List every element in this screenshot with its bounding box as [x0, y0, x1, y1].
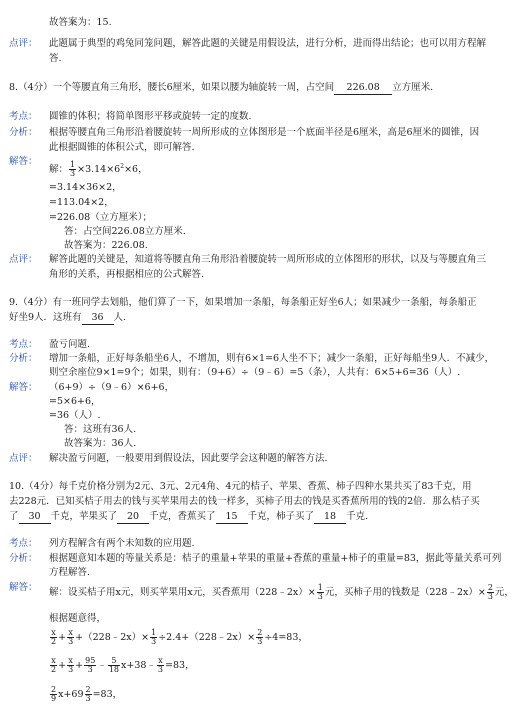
p9-point: 盈亏问题. — [49, 339, 91, 350]
p9-analysis-tag: 分析： — [9, 353, 38, 364]
p10-solution-line-2: 根据题意得， — [49, 613, 107, 624]
p8-solution-step-1: 解： $\frac{1}{3}$ $\times 3.14\times 6^2\times 6$， — [49, 160, 148, 179]
p7-comment-line-2: 答. — [49, 53, 62, 64]
p8-solution-step-4: =226.08（立方厘米）； — [49, 212, 152, 223]
p8-answer-blank: 226.08 — [334, 82, 392, 95]
p10-blank-apple: 20 — [117, 511, 149, 524]
p8-comment-line-1: 解答此题的关键是，知道将等腰直角三角形沿着腰旋转一周所形成的立体图形的形状，以及与等腰直角三 — [49, 254, 487, 265]
p10-blank-banana: 15 — [216, 511, 248, 524]
p8-solution-step-3: =113.04×2， — [49, 197, 114, 208]
p8-question: 8.（4分）一个等腰直角三角形，腰长6厘米，如果以腰为轴旋转一周，占空间 226.08 立方厘米. — [9, 82, 434, 93]
p7-answer: 故答案为：15. — [49, 17, 112, 28]
p9-answer: 故答案为：36人. — [64, 438, 137, 449]
p10-question-line-2: 去228元．已知买桔子用去的钱与买苹果用去的钱一样多，买柿子用去的钱是买香蕉所用的钱的2倍．那么桔子买 — [9, 496, 480, 507]
p10-point-tag: 考点： — [9, 538, 38, 549]
p7-comment-line-1: 此题属于典型的鸡兔同笼问题，解答此题的关键是用假设法，进行分析，进而得出结论；也可以用方程解 — [49, 38, 487, 49]
p8-answer: 故答案为：226.08. — [64, 240, 148, 251]
p9-analysis-line-1: 增加一条船，正好每条船坐6人，不增加，则有6×1=6人坐不下；减少一条船，正好每船坐9人．不减少， — [49, 353, 495, 364]
p10-solution-tag: 解答： — [9, 582, 38, 593]
p9-question-line-1: 9.（4分）有一班同学去划船，他们算了一下，如果增加一条船，每条船正好坐6人；如果减少一条船，每条船正 — [9, 297, 477, 308]
p9-solution-step-2: =5×6+6， — [49, 396, 101, 407]
p10-equation-3: $\frac{2}{9}$ x+69 $\frac{2}{3}$ =83， — [51, 685, 123, 703]
p8-comment-tag: 点评： — [9, 254, 38, 265]
p8-point-tag: 考点： — [9, 111, 38, 122]
p8-comment-line-2: 角形的关系，再根据相应的公式解答. — [49, 269, 205, 280]
p10-equation-2: $\frac{x}{2}$ + $\frac{x}{3}$ + $\frac{95}{3}$ ﹣ $\frac{5}{18}$ x+38﹣ $\frac{x}{3}$ =83， — [51, 656, 195, 674]
p10-question-line-3: 了 30 千克，苹果买了 20 千克，香蕉买了 15 千克，柿子买了 18 千克. — [9, 511, 369, 522]
p10-point: 列方程解含有两个未知数的应用题. — [49, 538, 195, 549]
p9-analysis-line-2: 则空余座位9×1=9个；如果，则有：（9+6）÷（9﹣6）=5（条），人共有：6×5+6=36（人）. — [49, 367, 461, 378]
p8-analysis-tag: 分析： — [9, 127, 38, 138]
p8-point: 圆锥的体积；将简单图形平移或旋转一定的度数. — [49, 111, 252, 122]
p9-solution-step-4: 答：这班有36人. — [64, 424, 137, 435]
p10-solution-line-1: 解：设买桔子用x元，则买苹果用x元，买香蕉用（228﹣2x）× $\frac{1}{3}$ 元，买柿子用的钱数是（228﹣2x）× $\frac{2}{3}$ 元， — [49, 583, 514, 601]
p8-analysis-line-2: 此根据圆锥的体积公式，即可解答. — [49, 142, 195, 153]
p9-answer-blank: 36 — [82, 312, 114, 325]
p10-blank-orange: 30 — [19, 511, 51, 524]
p8-analysis-line-1: 根据等腰直角三角形沿着腰旋转一周所形成的立体图形是一个底面半径是6厘米，高是6厘米的圆锥，因 — [49, 127, 480, 138]
p10-question-line-1: 10.（4分）每千克价格分别为2元、3元、2元4角、4元的桔子、苹果、香蕉、柿子四种水果共买了83千克，用 — [9, 481, 472, 492]
p10-analysis-tag: 分析： — [9, 553, 38, 564]
p10-equation-1: $\frac{x}{2}$ + $\frac{x}{3}$ +（228﹣2x）× $\frac{1}{3}$ ÷2.4+（228﹣2x）× $\frac{2}{3}$ ÷4=83， — [51, 628, 308, 646]
p9-solution-step-1: （6+9）÷（9﹣6）×6+6， — [49, 382, 175, 393]
p8-solution-tag: 解答： — [9, 156, 38, 167]
p8-solution-step-2: =3.14×36×2， — [49, 182, 122, 193]
p8-solution-step-5: 答：占空间226.08立方厘米. — [64, 226, 186, 237]
p7-comment-tag: 点评： — [9, 38, 38, 49]
p9-comment: 解决盈亏问题，一般要用到假设法，因此要学会这种题的解答方法. — [49, 453, 328, 464]
p10-analysis-line-1: 根据题意知本题的等量关系是：桔子的重量+苹果的重量+香蕉的重量+柿子的重量=83，据此等量关系可列 — [49, 553, 502, 564]
p9-point-tag: 考点： — [9, 339, 38, 350]
p9-solution-tag: 解答： — [9, 382, 38, 393]
p10-analysis-line-2: 方程解答. — [49, 567, 91, 578]
p9-solution-step-3: =36（人）. — [49, 410, 101, 421]
p9-comment-tag: 点评： — [9, 453, 38, 464]
p9-question-line-2: 好坐9人．这班有 36 人. — [9, 312, 127, 323]
p10-blank-persimmon: 18 — [314, 511, 346, 524]
